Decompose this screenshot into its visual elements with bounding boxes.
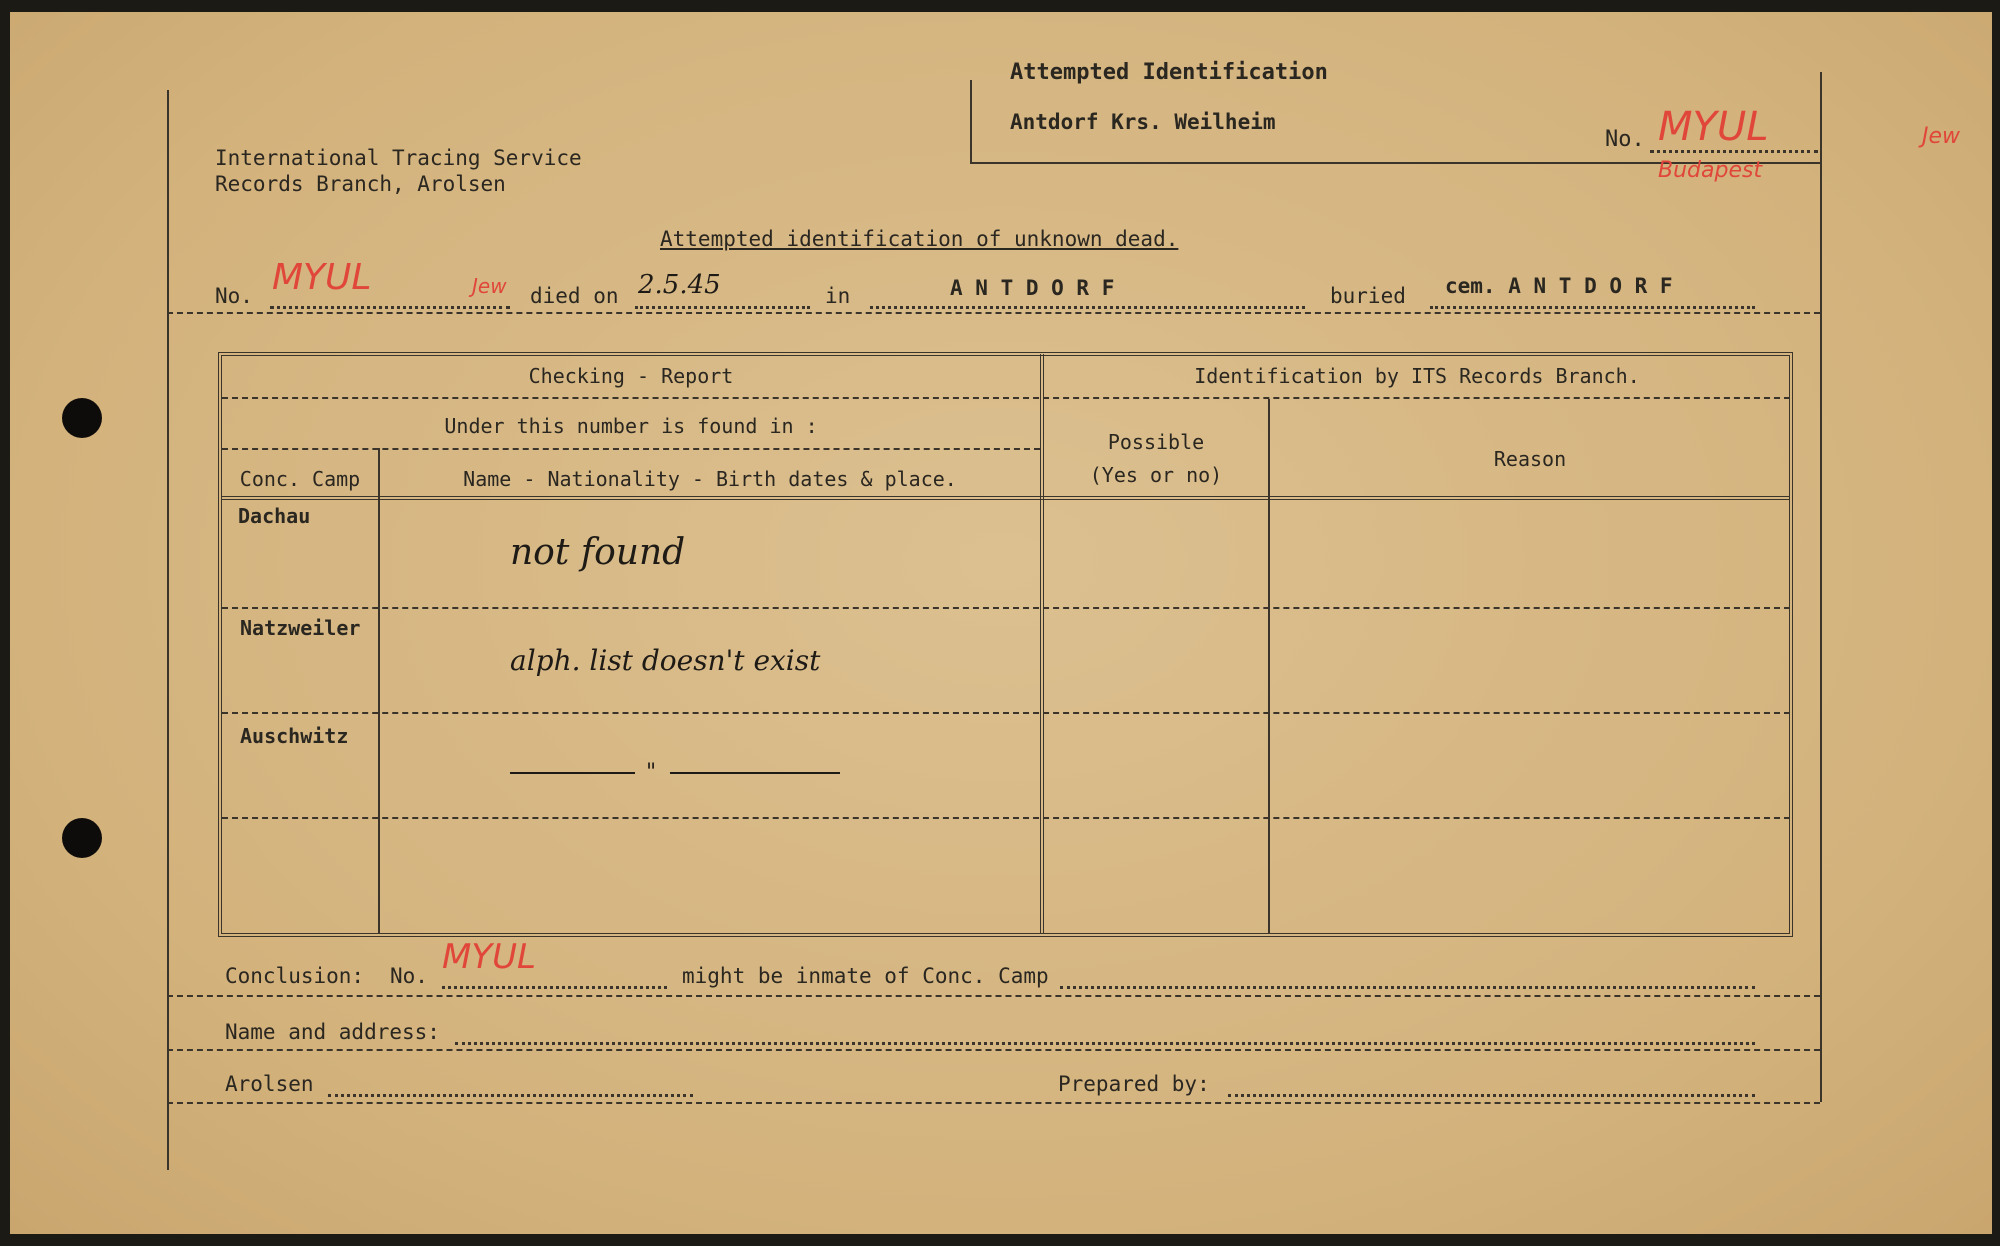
camp-cell: Dachau — [238, 504, 311, 528]
record-nationality: Jew — [472, 274, 507, 298]
table-divider — [378, 448, 380, 934]
ditto-stroke — [670, 772, 840, 774]
city-note: Budapest — [1658, 158, 1763, 183]
record-no-dots — [270, 306, 510, 309]
footer-rule — [167, 995, 1820, 997]
box-border — [970, 80, 972, 162]
entry-cell: not found — [510, 532, 686, 573]
record-no-value: MYUL — [272, 257, 372, 298]
in-dots — [870, 306, 1305, 309]
form-title: Attempted identification of unknown dead. — [660, 227, 1179, 251]
prepared-dots — [1228, 1094, 1755, 1097]
footer-rule — [167, 1102, 1820, 1104]
box-title: Attempted Identification — [1010, 60, 1328, 85]
table-rule — [222, 397, 1790, 399]
checking-report-header: Checking - Report — [528, 364, 734, 388]
checking-table — [218, 352, 1793, 937]
sub-header: Under this number is found in : — [444, 414, 818, 438]
top-no-dots — [1650, 150, 1818, 153]
died-dots — [635, 306, 810, 309]
box-location: Antdorf Krs. Weilheim — [1010, 110, 1276, 134]
margin-line — [167, 90, 169, 1170]
org-line-2: Records Branch, Arolsen — [215, 172, 506, 196]
col-possible-header: Possible — [1107, 430, 1205, 454]
top-no-label: No. — [1605, 127, 1645, 152]
identification-header: Identification by ITS Records Branch. — [1194, 364, 1640, 388]
table-rule — [222, 607, 1790, 609]
in-value: A N T D O R F — [950, 276, 1115, 300]
nationality-note: Jew — [1922, 124, 1961, 149]
entry-cell: alph. list doesn't exist — [510, 644, 821, 677]
col-possible-header-sub: (Yes or no) — [1089, 463, 1223, 487]
entry-cell: " — [646, 760, 657, 785]
table-divider — [1268, 399, 1270, 934]
top-no-value: MYUL — [1658, 104, 1769, 150]
col-reason-header: Reason — [1493, 447, 1567, 471]
conclusion-camp-label: might be inmate of Conc. Camp — [682, 964, 1049, 988]
conclusion-camp-dots — [1060, 986, 1755, 989]
conclusion-no-value: MYUL — [442, 937, 536, 977]
in-label: in — [825, 284, 851, 308]
buried-label: buried — [1330, 284, 1406, 308]
arolsen-dots — [328, 1094, 693, 1097]
punch-hole — [62, 398, 102, 438]
buried-dots — [1430, 306, 1755, 309]
org-line-1: International Tracing Service — [215, 146, 582, 170]
col-name-header: Name - Nationality - Birth dates & place. — [463, 467, 957, 491]
record-no-label: No. — [215, 284, 253, 308]
camp-cell: Natzweiler — [240, 616, 361, 640]
table-rule — [222, 817, 1790, 819]
ditto-stroke — [510, 772, 635, 774]
died-label: died on — [530, 284, 619, 308]
col-camp-header: Conc. Camp — [239, 467, 361, 491]
name-address-dots — [455, 1042, 1755, 1045]
record-card — [10, 12, 1992, 1234]
table-rule — [222, 448, 1040, 450]
punch-hole — [62, 818, 102, 858]
buried-value: cem. A N T D O R F — [1445, 274, 1673, 298]
right-border — [1820, 72, 1822, 1102]
camp-cell: Auschwitz — [240, 724, 349, 748]
conclusion-label: Conclusion: — [225, 964, 365, 988]
name-address-label: Name and address: — [225, 1020, 440, 1044]
prepared-label: Prepared by: — [1058, 1072, 1210, 1096]
footer-rule — [167, 1049, 1820, 1051]
conclusion-no-label: No. — [390, 964, 428, 988]
table-rule — [222, 496, 1790, 500]
died-value: 2.5.45 — [638, 270, 721, 300]
record-line-rule — [167, 312, 1820, 314]
arolsen-label: Arolsen — [225, 1072, 314, 1096]
table-rule — [222, 712, 1790, 714]
conclusion-no-dots — [442, 986, 667, 989]
